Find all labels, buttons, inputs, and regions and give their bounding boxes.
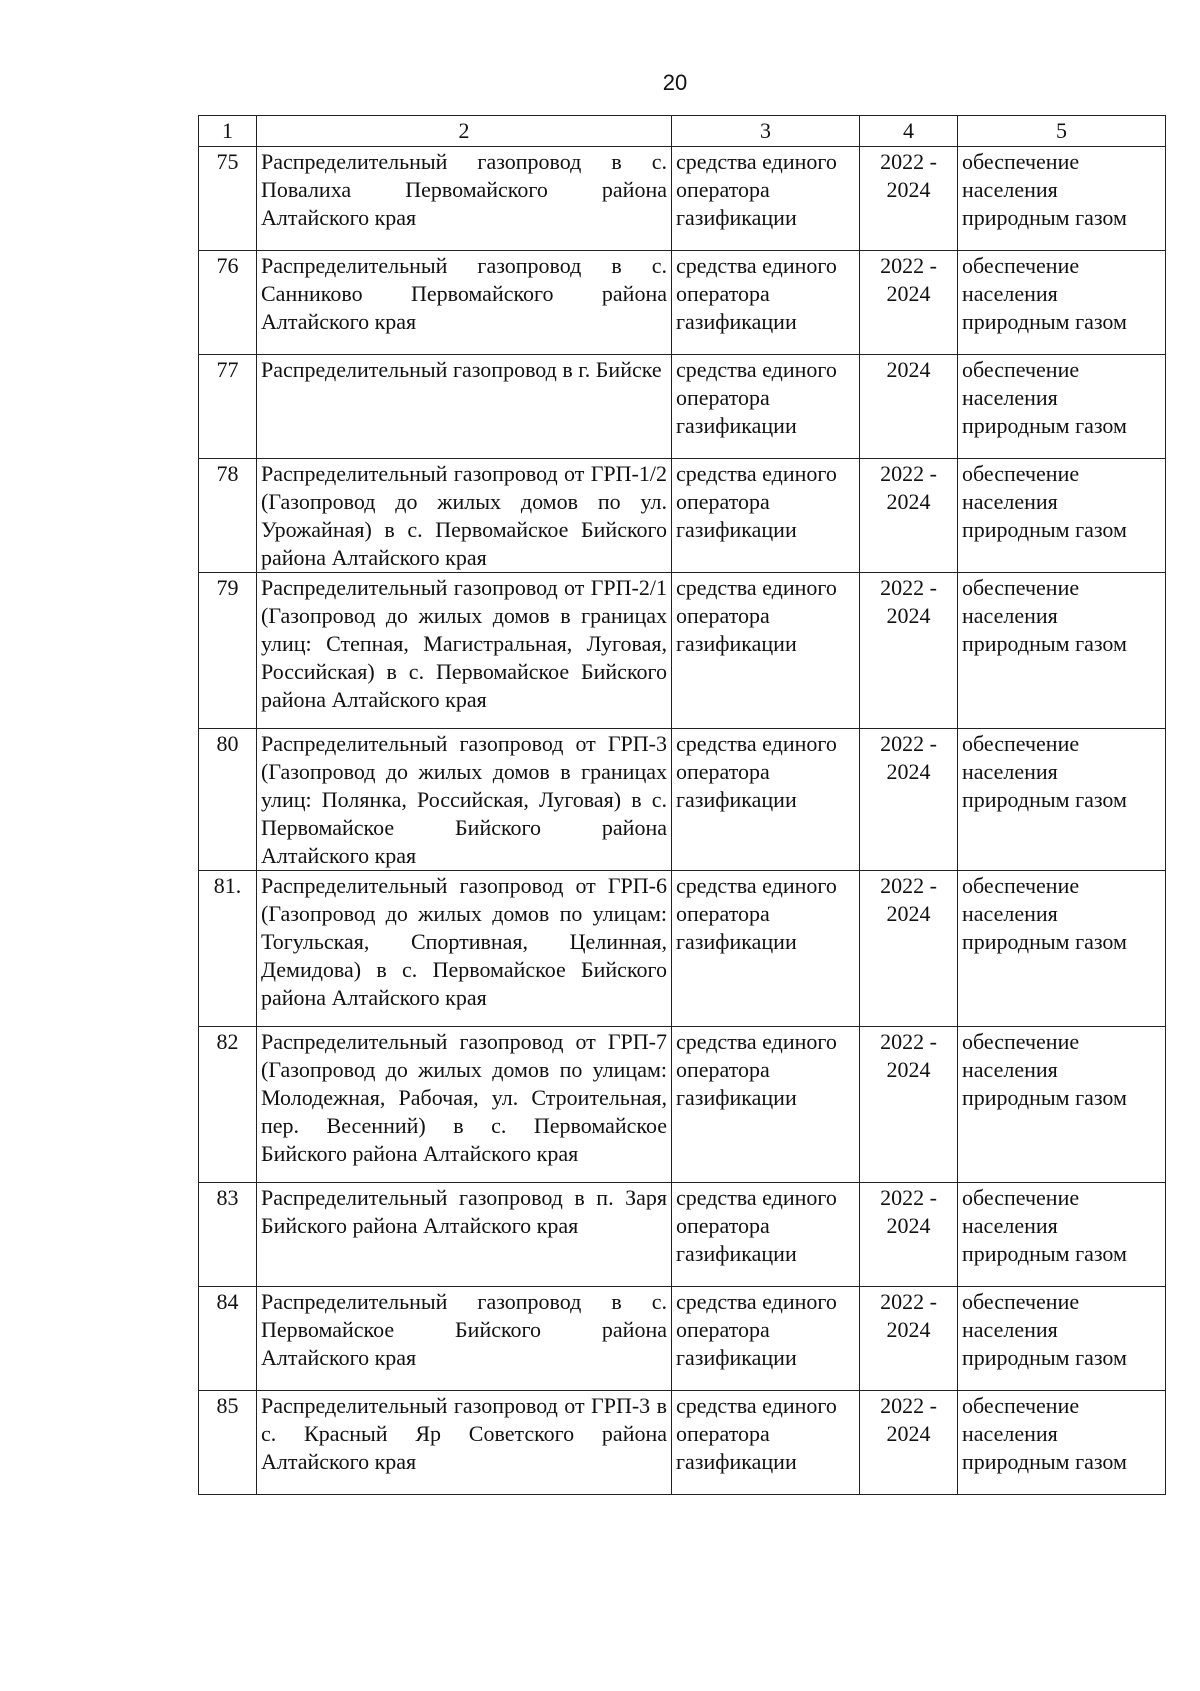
table-row — [199, 871, 1166, 1027]
funding-source: средства единого оператора газификации — [672, 251, 860, 355]
purpose: обеспечение населения природным газом — [958, 1027, 1166, 1183]
implementation-period: 2022 - 2024 — [860, 147, 958, 251]
purpose: обеспечение населения природным газом — [958, 1287, 1166, 1391]
table-row — [199, 1391, 1166, 1495]
table-row — [199, 355, 1166, 459]
column-header-2: 2 — [257, 116, 672, 147]
implementation-period: 2022 - 2024 — [860, 459, 958, 573]
funding-source: средства единого оператора газификации — [672, 573, 860, 729]
table-row — [199, 1027, 1166, 1183]
row-number: 75 — [199, 147, 257, 251]
implementation-period: 2022 - 2024 — [860, 871, 958, 1027]
table-row — [199, 251, 1166, 355]
purpose: обеспечение населения природным газом — [958, 729, 1166, 871]
table-row — [199, 147, 1166, 251]
purpose: обеспечение населения природным газом — [958, 147, 1166, 251]
funding-source: средства единого оператора газификации — [672, 871, 860, 1027]
object-name: Распределительный газопровод в с. Повалиха Первомайского района Алтайского края — [257, 147, 672, 251]
column-header-5: 5 — [958, 116, 1166, 147]
object-name: Распределительный газопровод от ГРП-6 (Газопровод до жилых домов по улицам: Тогульская, Спортивная, Целинная, Демидова) в с. Первомайское Бийского района Алтайского края — [257, 871, 672, 1027]
table-body — [199, 147, 1166, 1495]
row-number: 82 — [199, 1027, 257, 1183]
object-name: Распределительный газопровод от ГРП-7 (Газопровод до жилых домов по улицам: Молодежная, Рабочая, ул. Строительная, пер. Весенний) в с. Первомайское Бийского района Алтайского края — [257, 1027, 672, 1183]
implementation-period: 2024 — [860, 355, 958, 459]
column-header-1: 1 — [199, 116, 257, 147]
purpose: обеспечение населения природным газом — [958, 871, 1166, 1027]
purpose: обеспечение населения природным газом — [958, 251, 1166, 355]
funding-source: средства единого оператора газификации — [672, 459, 860, 573]
object-name: Распределительный газопровод в с. Санниково Первомайского района Алтайского края — [257, 251, 672, 355]
table-row — [199, 1287, 1166, 1391]
column-header-3: 3 — [672, 116, 860, 147]
table-row — [199, 729, 1166, 871]
purpose: обеспечение населения природным газом — [958, 573, 1166, 729]
object-name: Распределительный газопровод от ГРП-3 в с. Красный Яр Советского района Алтайского края — [257, 1391, 672, 1495]
funding-source: средства единого оператора газификации — [672, 1027, 860, 1183]
funding-source: средства единого оператора газификации — [672, 1287, 860, 1391]
page-number: 20 — [662, 70, 688, 95]
implementation-period: 2022 - 2024 — [860, 251, 958, 355]
object-name: Распределительный газопровод в г. Бийске — [257, 355, 672, 459]
object-name: Распределительный газопровод от ГРП-1/2 (Газопровод до жилых домов по ул. Урожайная) в с. Первомайское Бийского района Алтайского края — [257, 459, 672, 573]
implementation-period: 2022 - 2024 — [860, 1391, 958, 1495]
funding-source: средства единого оператора газификации — [672, 1391, 860, 1495]
implementation-period: 2022 - 2024 — [860, 1287, 958, 1391]
column-header-4: 4 — [860, 116, 958, 147]
table-row — [199, 573, 1166, 729]
row-number: 84 — [199, 1287, 257, 1391]
purpose: обеспечение населения природным газом — [958, 1183, 1166, 1287]
table-row — [199, 459, 1166, 573]
row-number: 79 — [199, 573, 257, 729]
row-number: 83 — [199, 1183, 257, 1287]
purpose: обеспечение населения природным газом — [958, 355, 1166, 459]
row-number: 81. — [199, 871, 257, 1027]
implementation-period: 2022 - 2024 — [860, 573, 958, 729]
implementation-period: 2022 - 2024 — [860, 729, 958, 871]
row-number: 76 — [199, 251, 257, 355]
funding-source: средства единого оператора газификации — [672, 355, 860, 459]
row-number: 85 — [199, 1391, 257, 1495]
object-name: Распределительный газопровод в с. Первомайское Бийского района Алтайского края — [257, 1287, 672, 1391]
purpose: обеспечение населения природным газом — [958, 1391, 1166, 1495]
gas-pipeline-table — [198, 115, 1166, 1495]
funding-source: средства единого оператора газификации — [672, 1183, 860, 1287]
row-number: 80 — [199, 729, 257, 871]
implementation-period: 2022 - 2024 — [860, 1183, 958, 1287]
purpose: обеспечение населения природным газом — [958, 459, 1166, 573]
funding-source: средства единого оператора газификации — [672, 729, 860, 871]
object-name: Распределительный газопровод от ГРП-3 (Газопровод до жилых домов в границах улиц: Полянка, Российская, Луговая) в с. Первомайское Бийского района Алтайского края — [257, 729, 672, 871]
row-number: 77 — [199, 355, 257, 459]
object-name: Распределительный газопровод от ГРП-2/1 (Газопровод до жилых домов в границах улиц: Степная, Магистральная, Луговая, Российская) в с. Первомайское Бийского района Алтайского края — [257, 573, 672, 729]
funding-source: средства единого оператора газификации — [672, 147, 860, 251]
row-number: 78 — [199, 459, 257, 573]
column-number-header-row — [199, 116, 1166, 147]
object-name: Распределительный газопровод в п. Заря Бийского района Алтайского края — [257, 1183, 672, 1287]
table-row — [199, 1183, 1166, 1287]
implementation-period: 2022 - 2024 — [860, 1027, 958, 1183]
